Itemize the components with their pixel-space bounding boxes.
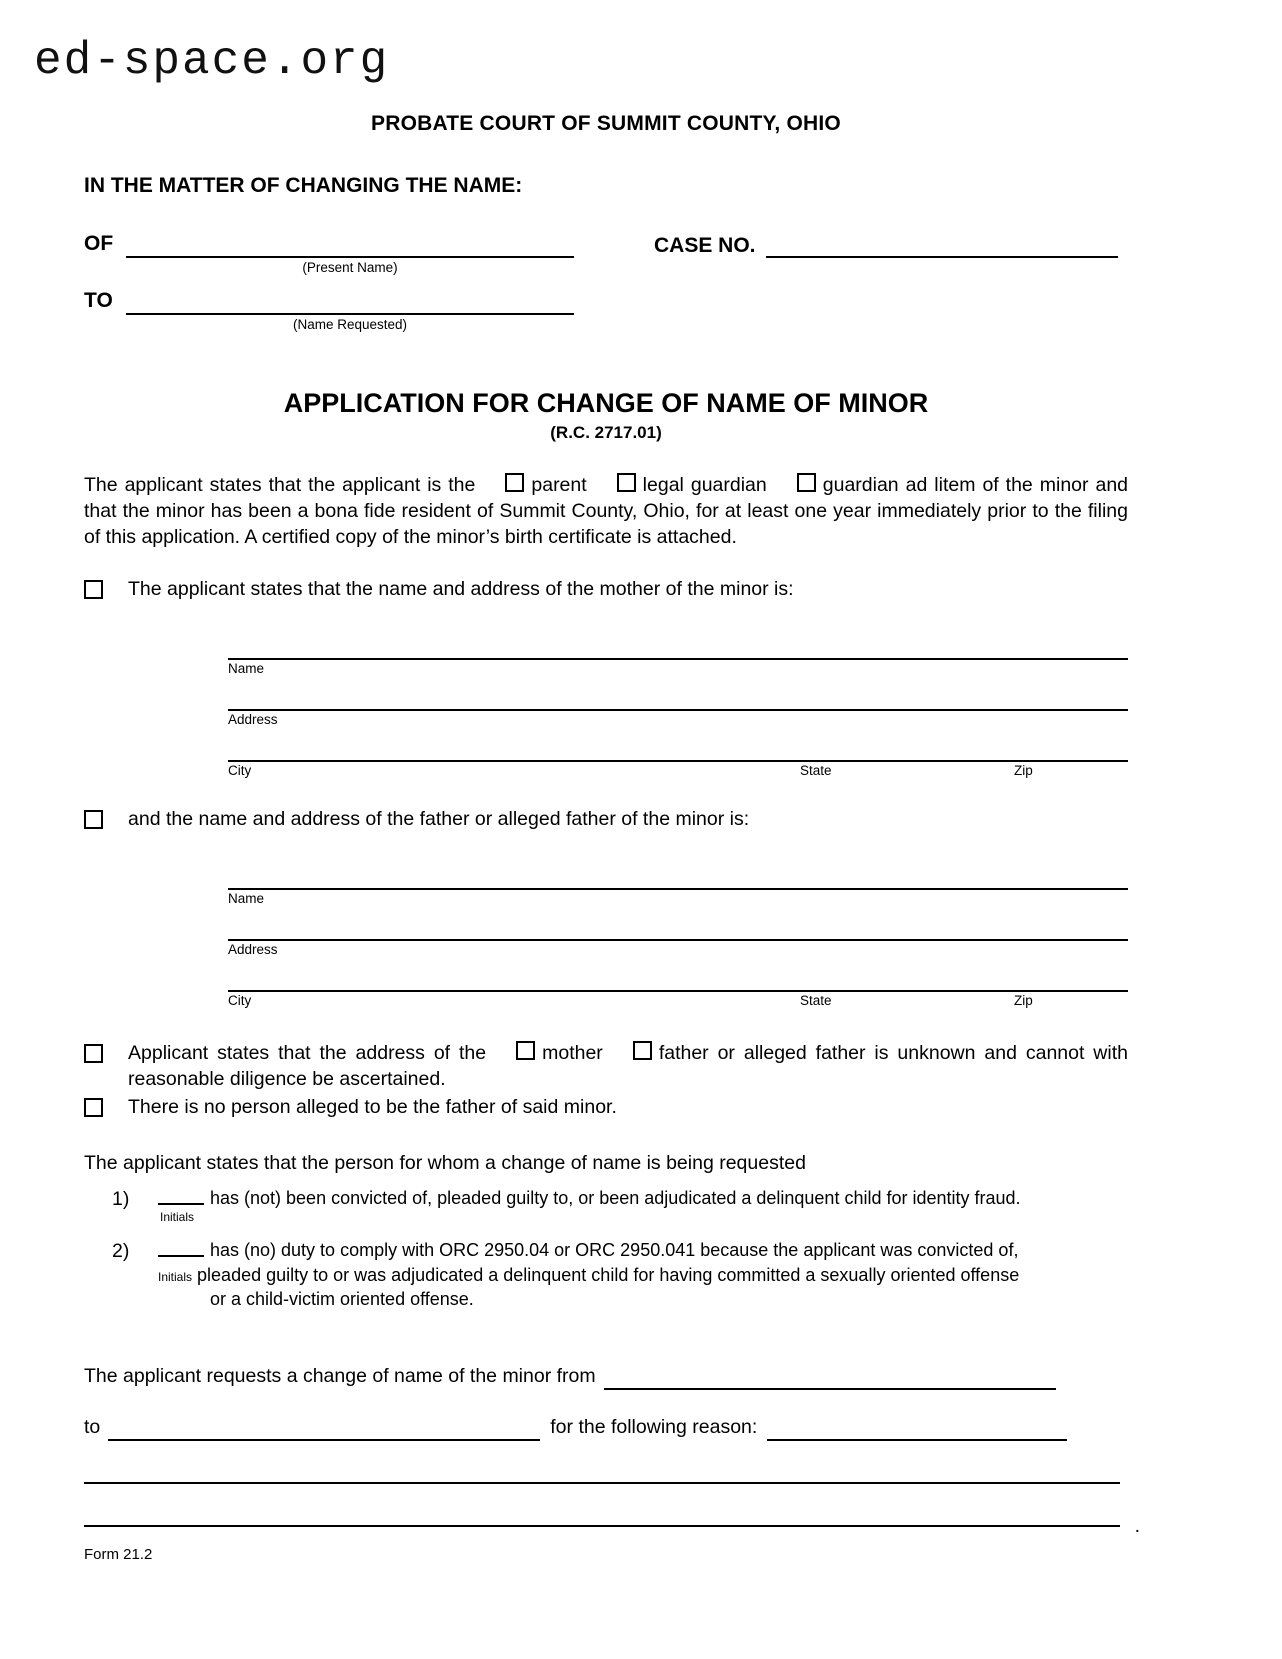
mother-section-row xyxy=(84,577,1128,606)
label-parent: parent xyxy=(531,474,587,496)
father-address-input[interactable] xyxy=(228,909,1128,941)
caption-mother-city: City xyxy=(228,762,252,778)
checkbox-no-alleged-father[interactable] xyxy=(84,1098,103,1117)
mother-address-block xyxy=(228,628,1128,781)
request-to-input[interactable] xyxy=(108,1438,540,1441)
father-name-input[interactable] xyxy=(228,858,1128,890)
request-to-label: to xyxy=(84,1415,101,1438)
caption-mother-name: Name xyxy=(228,660,265,676)
applicant-lead-text: The applicant states that the applicant is the xyxy=(84,474,476,496)
caption-father-name: Name xyxy=(228,890,265,906)
to-label: TO xyxy=(84,289,113,312)
matter-heading: IN THE MATTER OF CHANGING THE NAME: xyxy=(84,174,523,197)
caption-mother-address: Address xyxy=(228,711,278,727)
list-item xyxy=(112,1187,1128,1225)
request-reason-label: for the following reason: xyxy=(550,1415,758,1438)
request-block xyxy=(84,1364,1140,1537)
label-legal-guardian: legal guardian xyxy=(642,474,767,496)
of-label: OF xyxy=(84,232,114,255)
item-1-initials-caption: Initials xyxy=(160,1210,195,1225)
checkbox-address-unknown[interactable] xyxy=(84,1044,103,1063)
person-statement-list xyxy=(112,1187,1128,1311)
watermark-ed-space-org: ed-space.org xyxy=(34,35,390,87)
present-name-caption: (Present Name) xyxy=(302,260,398,275)
item-1-number: 1) xyxy=(112,1188,130,1211)
applicant-residency-text: of the minor and that the minor has been a bona fide resident of Summit County, Ohio, for at least one year immediately prior to the filing of this application. A certified copy of the minor’s birth certificate is attached. xyxy=(84,474,1129,548)
checkbox-unknown-father[interactable] xyxy=(633,1041,652,1060)
name-requested-caption: (Name Requested) xyxy=(292,317,408,332)
unknown-lead-text: Applicant states that the address of the xyxy=(128,1041,487,1064)
reason-end-period: . xyxy=(1134,1514,1140,1537)
form-number-footer: Form 21.2 xyxy=(84,1546,153,1563)
mother-address-input[interactable] xyxy=(228,679,1128,711)
item-2-text: has (no) duty to comply with ORC 2950.04 or ORC 2950.041 because the applicant was convicted of, xyxy=(210,1239,1019,1260)
page-title: APPLICATION FOR CHANGE OF NAME OF MINOR xyxy=(283,388,929,418)
item-1-text: has (not) been convicted of, pleaded guilty to, or been adjudicated a delinquent child for identity fraud. xyxy=(210,1188,1021,1209)
name-requested-input[interactable] xyxy=(126,312,574,315)
father-section-label: and the name and address of the father or alleged father of the minor is: xyxy=(128,807,750,830)
request-from-label: The applicant requests a change of name of the minor from xyxy=(84,1364,596,1387)
of-row xyxy=(84,232,1128,258)
list-item xyxy=(112,1239,1128,1311)
reason-line-2[interactable] xyxy=(84,1524,1120,1527)
caption-mother-zip: Zip xyxy=(1014,762,1033,778)
label-unknown-mother: mother xyxy=(542,1041,603,1064)
case-no-input[interactable] xyxy=(766,255,1118,258)
statute-reference: (R.C. 2717.01) xyxy=(550,423,662,442)
court-title: PROBATE COURT OF SUMMIT COUNTY, OHIO xyxy=(371,112,841,135)
caption-father-zip: Zip xyxy=(1014,992,1033,1008)
caption-mother-state: State xyxy=(800,762,832,778)
father-address-block xyxy=(228,858,1128,1011)
mother-section-label: The applicant states that the name and address of the mother of the minor is: xyxy=(128,577,794,600)
person-statement-intro: The applicant states that the person for whom a change of name is being requested xyxy=(84,1152,806,1175)
request-to-row xyxy=(84,1416,1128,1441)
applicant-status-paragraph xyxy=(84,473,1128,551)
caption-father-state: State xyxy=(800,992,832,1008)
unknown-address-row xyxy=(84,1041,1128,1093)
item-2-text-line3: or a child-victim oriented offense. xyxy=(210,1288,474,1309)
unknown-address-block xyxy=(84,1041,1128,1125)
father-city-state-zip-input[interactable] xyxy=(228,960,1128,992)
checkbox-parent[interactable] xyxy=(505,473,524,492)
caption-father-city: City xyxy=(228,992,252,1008)
no-alleged-father-label: There is no person alleged to be the father of said minor. xyxy=(128,1096,617,1119)
item-2-number: 2) xyxy=(112,1239,130,1262)
no-alleged-father-row xyxy=(84,1095,1128,1124)
to-row xyxy=(84,289,1128,315)
caption-father-address: Address xyxy=(228,941,278,957)
request-reason-input[interactable] xyxy=(767,1438,1067,1441)
label-guardian-ad-litem: guardian ad litem xyxy=(822,474,976,496)
item-1-initials-input[interactable] xyxy=(158,1188,204,1205)
father-section-row xyxy=(84,807,1128,836)
mother-name-input[interactable] xyxy=(228,628,1128,660)
request-from-row xyxy=(84,1365,1128,1390)
request-from-input[interactable] xyxy=(604,1387,1056,1390)
item-2-initials-input[interactable] xyxy=(158,1240,204,1257)
mother-city-state-zip-input[interactable] xyxy=(228,730,1128,762)
item-2-text-line2: pleaded guilty to or was adjudicated a delinquent child for having committed a sexually oriented offense xyxy=(197,1265,1020,1286)
reason-line-1[interactable] xyxy=(84,1481,1120,1484)
checkbox-mother-info[interactable] xyxy=(84,580,103,599)
checkbox-guardian-ad-litem[interactable] xyxy=(797,473,816,492)
case-no-label: CASE NO. xyxy=(654,234,756,257)
checkbox-unknown-mother[interactable] xyxy=(516,1041,535,1060)
case-no-row xyxy=(654,234,1118,258)
present-name-input[interactable] xyxy=(126,255,574,258)
form-content xyxy=(84,0,1140,1537)
item-2-initials-caption: Initials xyxy=(158,1270,193,1285)
checkbox-father-info[interactable] xyxy=(84,810,103,829)
checkbox-legal-guardian[interactable] xyxy=(617,473,636,492)
label-unknown-father: father or alleged father is unknown and cannot with reasonable diligence be ascertained. xyxy=(128,1041,1128,1090)
